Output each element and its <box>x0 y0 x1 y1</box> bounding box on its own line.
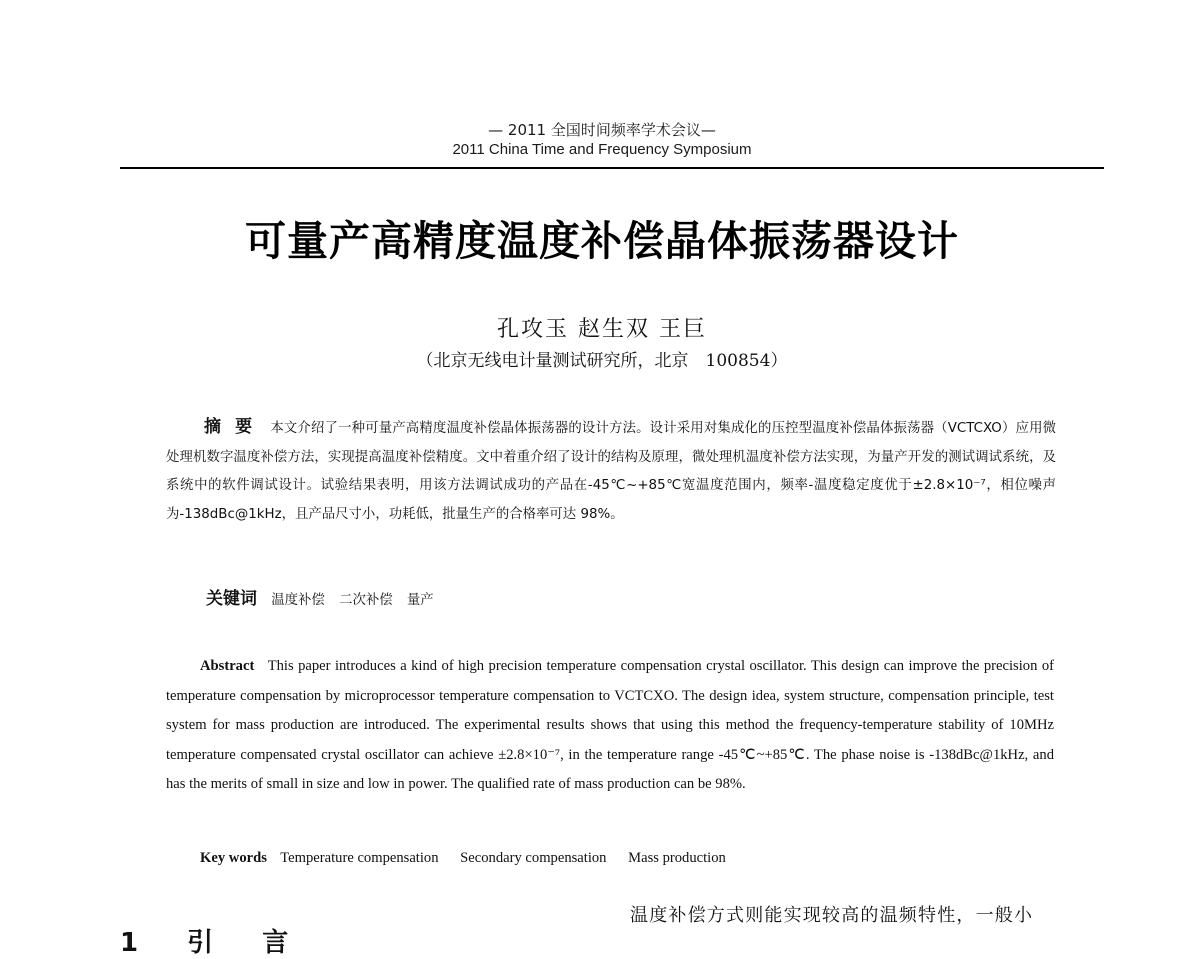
header-rule <box>120 167 1104 169</box>
keyword-cn-term: 温度补偿 <box>271 593 325 608</box>
section-heading-introduction: 1 引 言 <box>120 928 309 958</box>
keyword-cn-term: 量产 <box>406 593 434 608</box>
keyword-en-term: Temperature compensation <box>280 850 439 866</box>
abstract-cn-label: 摘要 <box>204 417 267 437</box>
keywords-cn-label: 关键词 <box>206 589 257 609</box>
abstract-cn-text: 本文介绍了一种可量产高精度温度补偿晶体振荡器的设计方法。设计采用对集成化的压控型温度补偿晶体振荡器（VCTCXO）应用微处理机数字温度补偿方法，实现提高温度补偿精度。文中着重介绍了设计的结构及原理，微处理机温度补偿方法实现，为量产开发的测试调试系统，及系统中的软件调试设计。试验结果表明，用该方法调试成功的产品在-45℃~+85℃宽温度范围内，频率-温度稳定度优于±2.8×10⁻⁷，相位噪声为-138dBc@1kHz，且产品尺寸小，功耗低，批量生产的合格率可达 98%。 <box>166 421 1057 522</box>
paper-authors: 孔攻玉 赵生双 王巨 <box>497 317 707 342</box>
body-text-line: 温度补偿方式则能实现较高的温频特性，一般小 <box>630 905 1034 926</box>
conference-name-en: 2011 China Time and Frequency Symposium <box>452 141 752 158</box>
abstract-en-text: This paper introduces a kind of high precision temperature compensation crystal oscillator. This design can improve the precision of temperature compensation by microprocessor temperature compensation to VCTCXO. The design idea, system structure, compensation principle, test system for mass production are introduced. The experimental results shows that using this method the frequency-temperature stability of 10MHz temperature compensated crystal oscillator can achieve ±2.8×10⁻⁷, in the temperature range -45℃~+85℃. The phase noise is -138dBc@1kHz, and has the merits of small in size and low in power. The qualified rate of mass production can be 98%. <box>166 658 1054 793</box>
keyword-en-term: Secondary compensation <box>460 850 607 866</box>
keyword-en-term: Mass production <box>628 850 726 866</box>
abstract-en-label: Abstract <box>200 658 255 674</box>
conference-name-cn: — 2011 全国时间频率学术会议— <box>488 121 716 139</box>
author-affiliation: （北京无线电计量测试研究所，北京 100854） <box>416 351 788 371</box>
keywords-en-label: Key words <box>200 850 267 866</box>
keyword-cn-term: 二次补偿 <box>339 593 393 608</box>
conference-header <box>0 120 1200 160</box>
keywords-en <box>200 850 744 867</box>
keywords-cn <box>206 584 444 609</box>
body-text-column-2 <box>630 903 1104 929</box>
abstract-cn <box>166 413 1056 529</box>
abstract-en <box>166 652 1054 800</box>
paper-title: 可量产高精度温度补偿晶体振荡器设计 <box>245 217 959 265</box>
